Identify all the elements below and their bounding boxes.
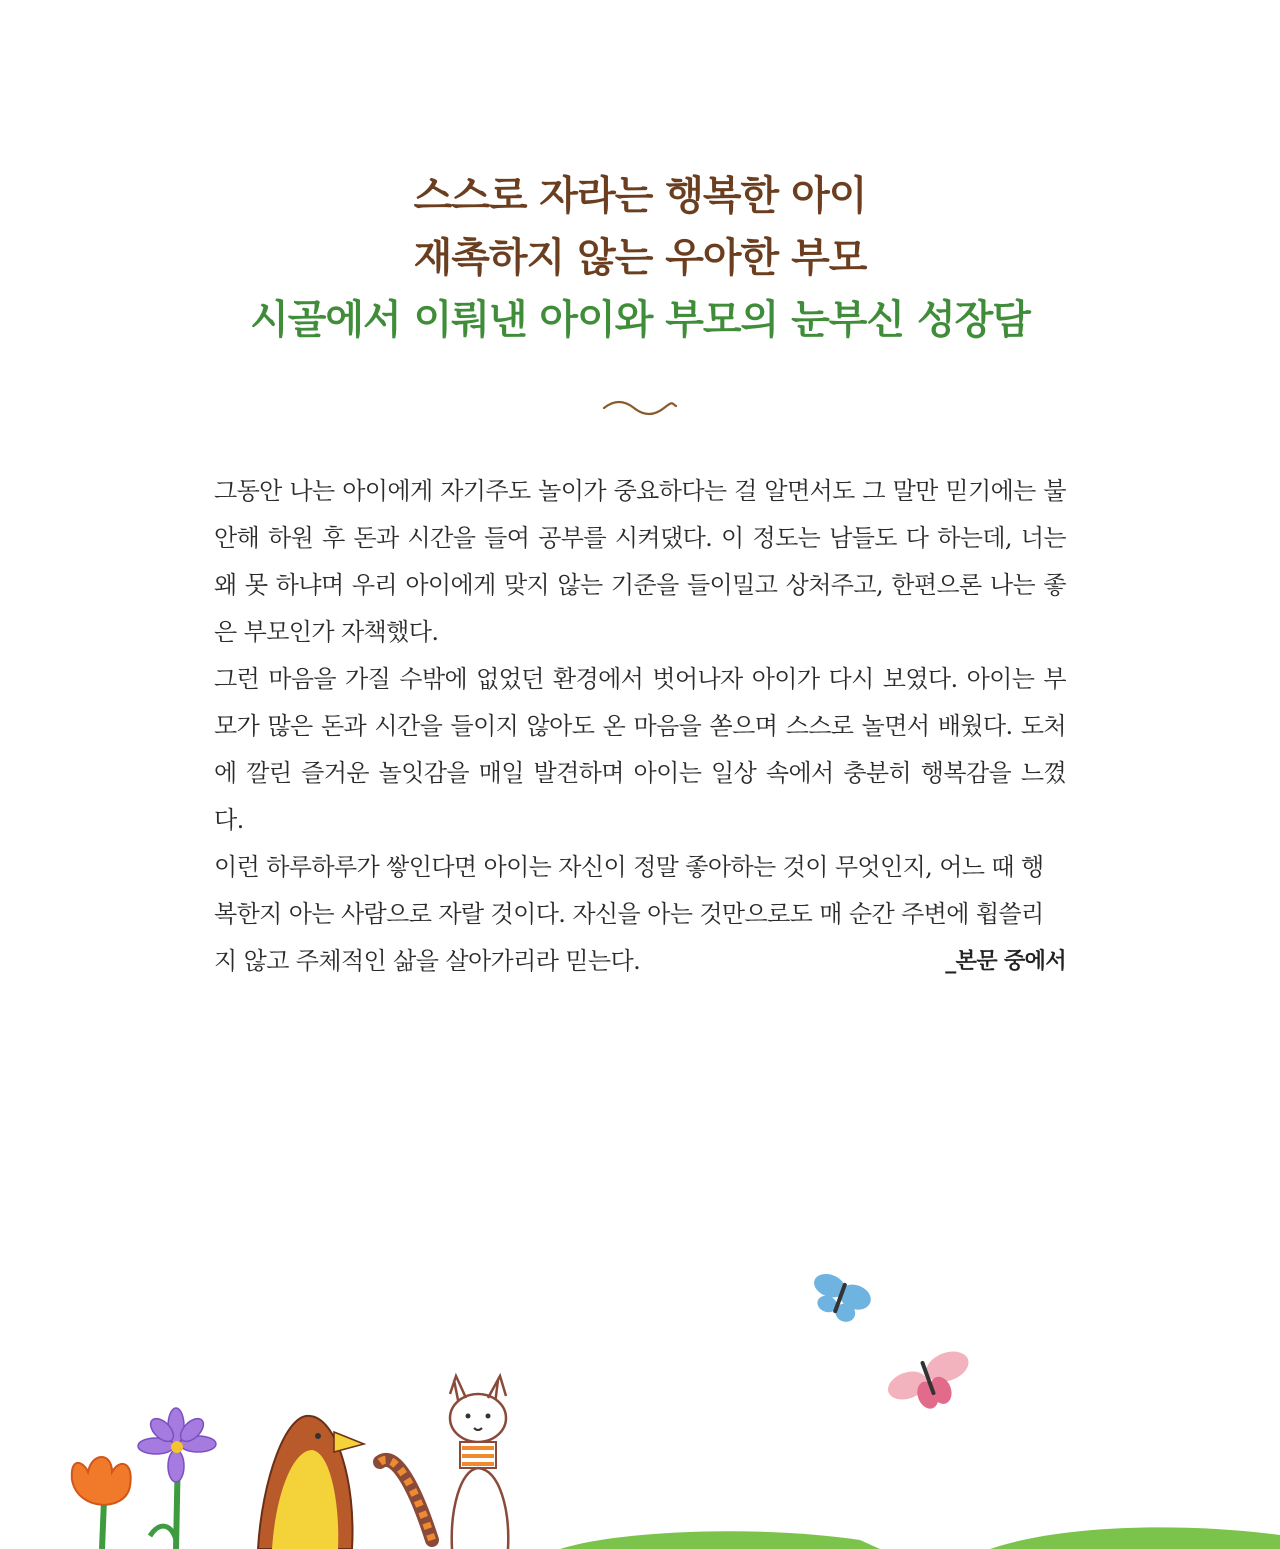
source-label: _본문 중에서	[945, 949, 1066, 974]
excerpt-paragraph-1: 그동안 나는 아이에게 자기주도 놀이가 중요하다는 걸 알면서도 그 말만 믿기에는 불안해 하원 후 돈과 시간을 들여 공부를 시켜댔다. 이 정도는 남들도 다 하는데, 너는 왜 못 하냐며 우리 아이에게 맞지 않는 기준을 들이밀고 상처주고, 한편으론 나는 좋은 부모인가 자책했다.	[214, 477, 1066, 646]
headline-line-1: 스스로 자라는 행복한 아이	[413, 173, 867, 219]
excerpt-paragraph-3	[214, 844, 1066, 985]
bird-drawing-icon	[258, 1416, 364, 1549]
excerpt-paragraph-2: 그런 마음을 가질 수밖에 없었던 환경에서 벗어나자 아이가 다시 보였다. 아이는 부모가 많은 돈과 시간을 들이지 않아도 온 마음을 쏟으며 스스로 놀면서 배웠다. 도처에 깔린 즐거운 놀잇감을 매일 발견하며 아이는 일상 속에서 충분히 행복감을 느꼈다.	[214, 665, 1066, 834]
wave-divider-icon	[600, 398, 680, 418]
children-drawing-illustration	[0, 1240, 1280, 1549]
purple-flower-icon	[138, 1408, 216, 1549]
orange-tulip-icon	[72, 1457, 131, 1549]
cat-drawing-icon	[380, 1376, 508, 1549]
green-hill-left	[560, 1531, 880, 1549]
headline-line-2: 재촉하지 않는 우아한 부모	[413, 235, 867, 281]
headline-line-3: 시골에서 이뤄낸 아이와 부모의 눈부신 성장담	[250, 297, 1030, 343]
headline	[0, 165, 1280, 351]
excerpt-paragraph-3-text: 이런 하루하루가 쌓인다면 아이는 자신이 정말 좋아하는 것이 무엇인지, 어느 때 행복한지 아는 사람으로 자랄 것이다. 자신을 아는 것만으로도 매 순간 주변에 휩쓸리지 않고 주체적인 삶을 살아가리라 믿는다.	[214, 853, 1044, 975]
pink-butterfly-icon	[882, 1346, 979, 1421]
excerpt-body	[214, 468, 1066, 985]
green-hill-right	[990, 1527, 1280, 1549]
blue-butterfly-icon	[805, 1270, 875, 1328]
